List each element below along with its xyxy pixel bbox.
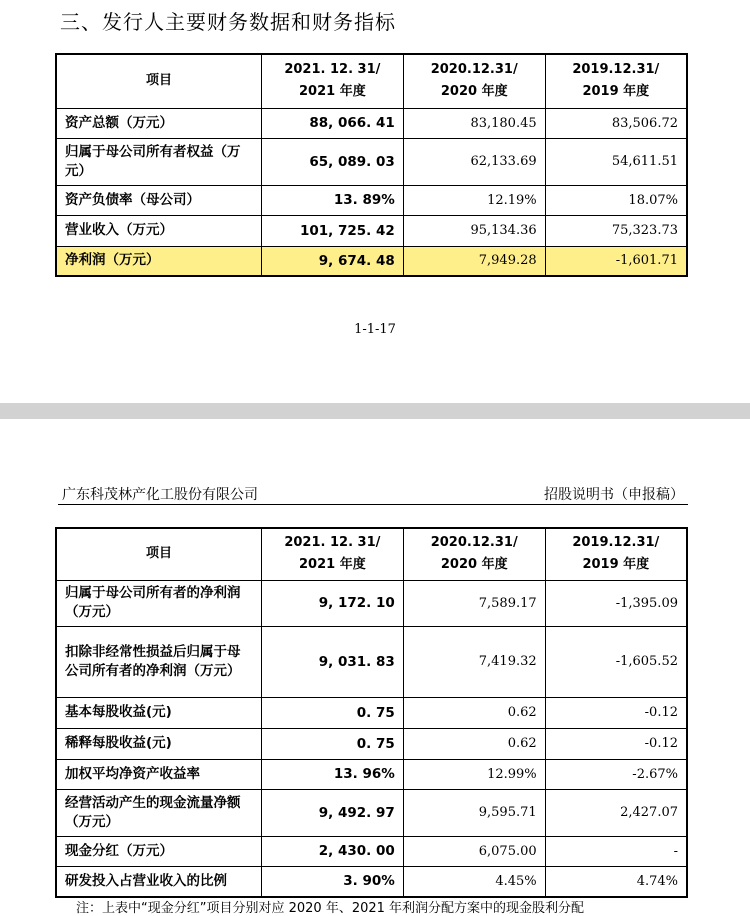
- page-separator: [0, 403, 750, 419]
- header-item: 项目: [56, 54, 261, 108]
- header-2019: 2019.12.31/ 2019 年度: [545, 528, 687, 580]
- header-2021: 2021. 12. 31/ 2021 年度: [261, 54, 403, 108]
- table-row: 资产总额（万元） 88, 066. 41 83,180.45 83,506.72: [56, 108, 687, 138]
- table-row: 加权平均净资产收益率 13. 96% 12.99% -2.67%: [56, 759, 687, 789]
- table-row: 现金分红（万元） 2, 430. 00 6,075.00 -: [56, 836, 687, 866]
- header-2021: 2021. 12. 31/ 2021 年度: [261, 528, 403, 580]
- table-footnote: 注：上表中“现金分红”项目分别对应 2020 年、2021 年利润分配方案中的现金股利分配: [76, 901, 585, 916]
- table-row: 研发投入占营业收入的比例 3. 90% 4.45% 4.74%: [56, 866, 687, 897]
- table-row: 营业收入（万元） 101, 725. 42 95,134.36 75,323.73: [56, 215, 687, 246]
- table-row: 扣除非经常性损益后归属于母公司所有者的净利润（万元） 9, 031. 83 7,419.32 -1,605.52: [56, 626, 687, 697]
- document-page-1: [0, 0, 750, 403]
- table-row: 资产负债率（母公司） 13. 89% 12.19% 18.07%: [56, 185, 687, 215]
- financial-table-2: [55, 527, 688, 898]
- table-header-row: [56, 54, 687, 108]
- table-row: 稀释每股收益(元) 0. 75 0.62 -0.12: [56, 728, 687, 759]
- table-row: 基本每股收益(元) 0. 75 0.62 -0.12: [56, 697, 687, 728]
- running-header-doc-type: 招股说明书（申报稿）: [544, 487, 684, 503]
- table-row: 归属于母公司所有者权益（万元） 65, 089. 03 62,133.69 54,611.51: [56, 138, 687, 185]
- document-page-2: [0, 419, 750, 915]
- table-row: 归属于母公司所有者的净利润（万元） 9, 172. 10 7,589.17 -1,395.09: [56, 580, 687, 626]
- table-row: 经营活动产生的现金流量净额（万元） 9, 492. 97 9,595.71 2,427.07: [56, 789, 687, 836]
- header-2020: 2020.12.31/ 2020 年度: [403, 528, 545, 580]
- header-item: 项目: [56, 528, 261, 580]
- page-number: 1-1-17: [354, 322, 396, 337]
- running-header-company: 广东科茂林产化工股份有限公司: [62, 487, 258, 503]
- header-2020: 2020.12.31/ 2020 年度: [403, 54, 545, 108]
- financial-table-1: [55, 53, 688, 277]
- table-row-highlighted: 净利润（万元） 9, 674. 48 7,949.28 -1,601.71: [56, 246, 687, 276]
- section-title: 三、发行人主要财务数据和财务指标: [60, 10, 396, 34]
- header-rule: [58, 504, 688, 505]
- header-2019: 2019.12.31/ 2019 年度: [545, 54, 687, 108]
- table-header-row: [56, 528, 687, 580]
